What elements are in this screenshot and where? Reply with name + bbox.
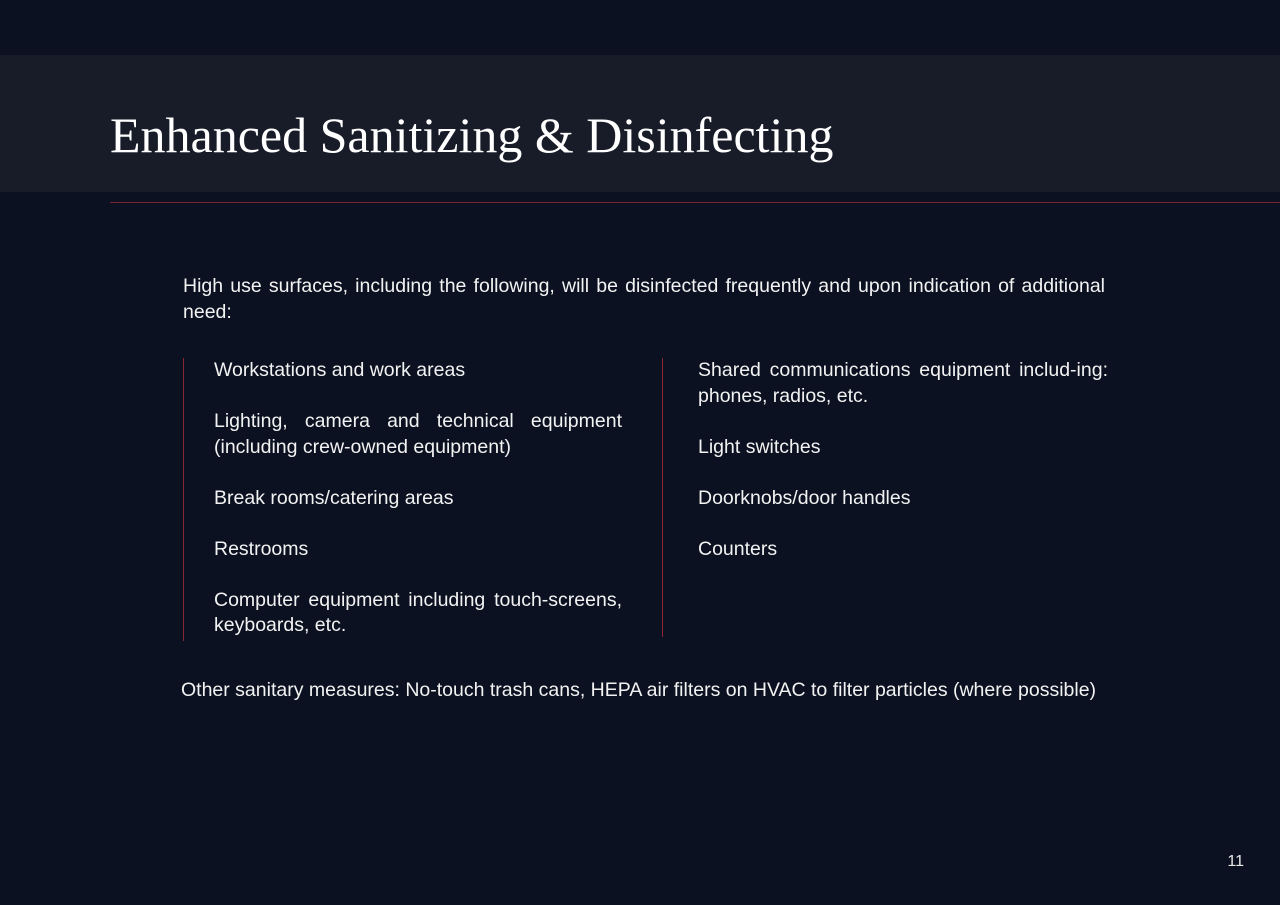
list-item: Workstations and work areas [214,359,466,381]
list-item: Lighting, camera and technical equipment (including crew-owned equipment) [214,410,622,458]
page-title: Enhanced Sanitizing & Disinfecting [110,107,834,163]
intro-paragraph: High use surfaces, including the following, will be disinfected frequently and upon indication of additional need: [183,275,1105,323]
left-list [184,358,622,639]
list-item: Break rooms/catering areas [214,486,454,509]
list-item: Counters [698,537,778,560]
list-item: Doorknobs/door handles [698,486,911,509]
title-divider [110,202,1280,203]
right-list [663,358,1108,562]
left-column [183,358,622,641]
page-number: 11 [1227,853,1244,870]
list-item: Light switches [698,435,821,458]
right-column [662,358,1108,637]
list-item: Shared communications equipment includ-ing: phones, radios, etc. [698,359,1108,407]
list-item: Computer equipment including touch-screens, keyboards, etc. [214,588,622,636]
other-measures-paragraph: Other sanitary measures: No-touch trash cans, HEPA air filters on HVAC to filter particles (where possible) [181,679,1097,701]
list-item: Restrooms [214,537,309,560]
